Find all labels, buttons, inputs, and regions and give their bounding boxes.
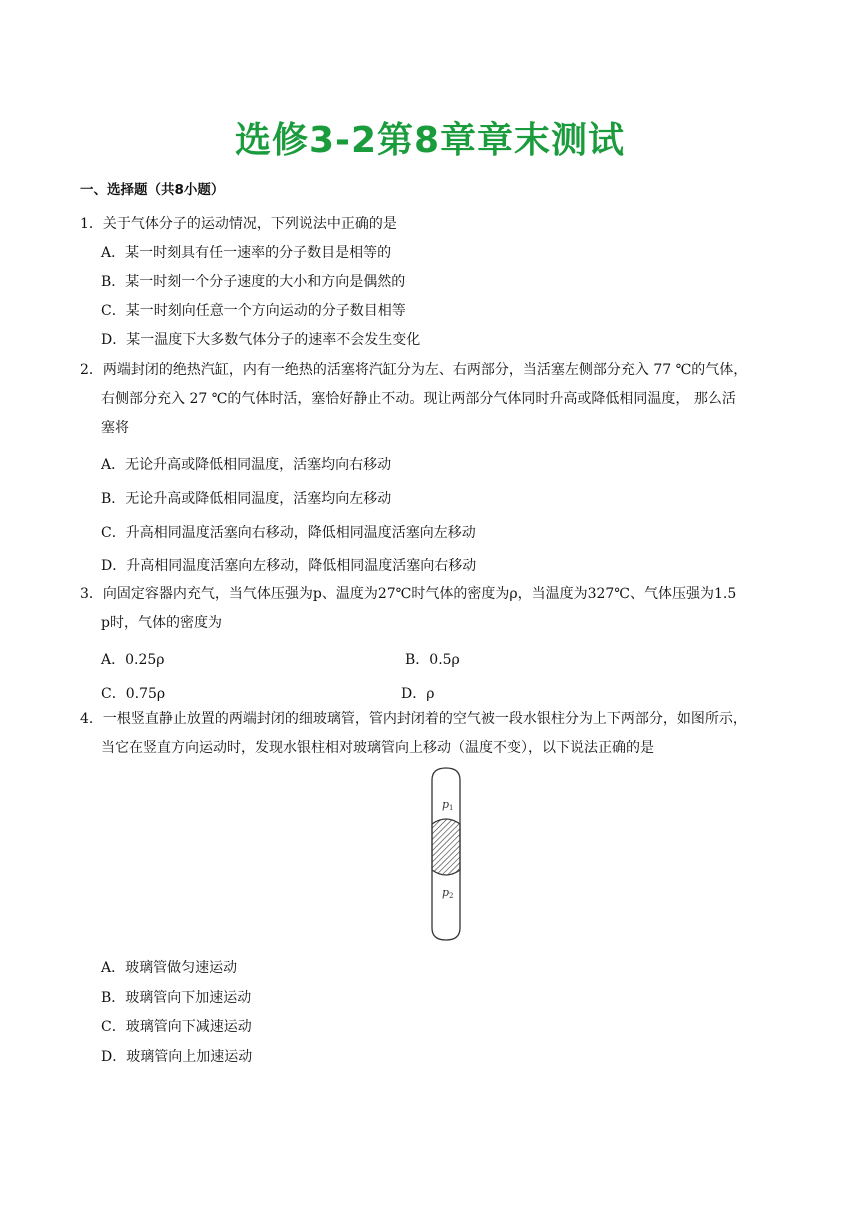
label-p1: p1 [442,798,454,812]
question-4-option-b: B．玻璃管向下加速运动 [101,990,252,1006]
question-3-option-a: A．0.25ρ [101,652,165,668]
question-1-stem: 1．关于气体分子的运动情况，下列说法中正确的是 [80,216,397,232]
question-3-option-c: C．0.75ρ [101,686,166,702]
question-2-stem-line-2: 右侧部分充入 27 ℃的气体时活，塞恰好静止不动。现让两部分气体同时升高或降低相同温度， 那么活 [101,391,736,407]
question-1-option-d: D．某一温度下大多数气体分子的速率不会发生变化 [101,332,421,348]
question-1-option-c: C．某一时刻向任意一个方向运动的分子数目相等 [101,303,406,319]
question-2-stem-line-3: 塞将 [101,420,129,436]
question-4-option-a: A．玻璃管做匀速运动 [101,960,238,976]
question-2-option-c: C．升高相同温度活塞向右移动，降低相同温度活塞向左移动 [101,525,476,541]
question-4-stem-line-2: 当它在竖直方向运动时，发现水银柱相对玻璃管向上移动（温度不变），以下说法正确的是 [101,740,654,756]
question-2-stem-line-1: 2．两端封闭的绝热汽缸，内有一绝热的活塞将汽缸分为左、右两部分，当活塞左侧部分充入 77 ℃的气体， [80,362,748,378]
question-3-stem-line-1: 3．向固定容器内充气，当气体压强为p、温度为27℃时气体的密度为ρ，当温度为327℃、气体压强为1.5 [80,586,737,602]
question-3-stem-line-2: p时，气体的密度为 [101,615,222,631]
question-3-option-b: B．0.5ρ [405,652,460,668]
question-2-option-d: D．升高相同温度活塞向左移动，降低相同温度活塞向右移动 [101,558,477,574]
question-4-stem-line-1: 4．一根竖直静止放置的两端封闭的细玻璃管，管内封闭着的空气被一段水银柱分为上下两部分，如图所示， [80,711,747,727]
glass-tube-figure [426,766,466,942]
question-3-option-d: D．ρ [401,686,435,702]
label-p2: p2 [442,886,454,900]
question-2-option-a: A．无论升高或降低相同温度，活塞均向右移动 [101,457,392,473]
section-heading: 一、选择题（共8小题） [80,182,225,198]
question-2-option-b: B．无论升高或降低相同温度，活塞均向左移动 [101,491,392,507]
question-4-option-c: C．玻璃管向下减速运动 [101,1019,252,1035]
mercury-column [432,819,460,875]
page-title: 选修3-2第8章章末测试 [234,120,626,161]
question-4-option-d: D．玻璃管向上加速运动 [101,1049,253,1065]
question-1-option-b: B．某一时刻一个分子速度的大小和方向是偶然的 [101,274,406,290]
question-1-option-a: A．某一时刻具有任一速率的分子数目是相等的 [101,245,392,261]
